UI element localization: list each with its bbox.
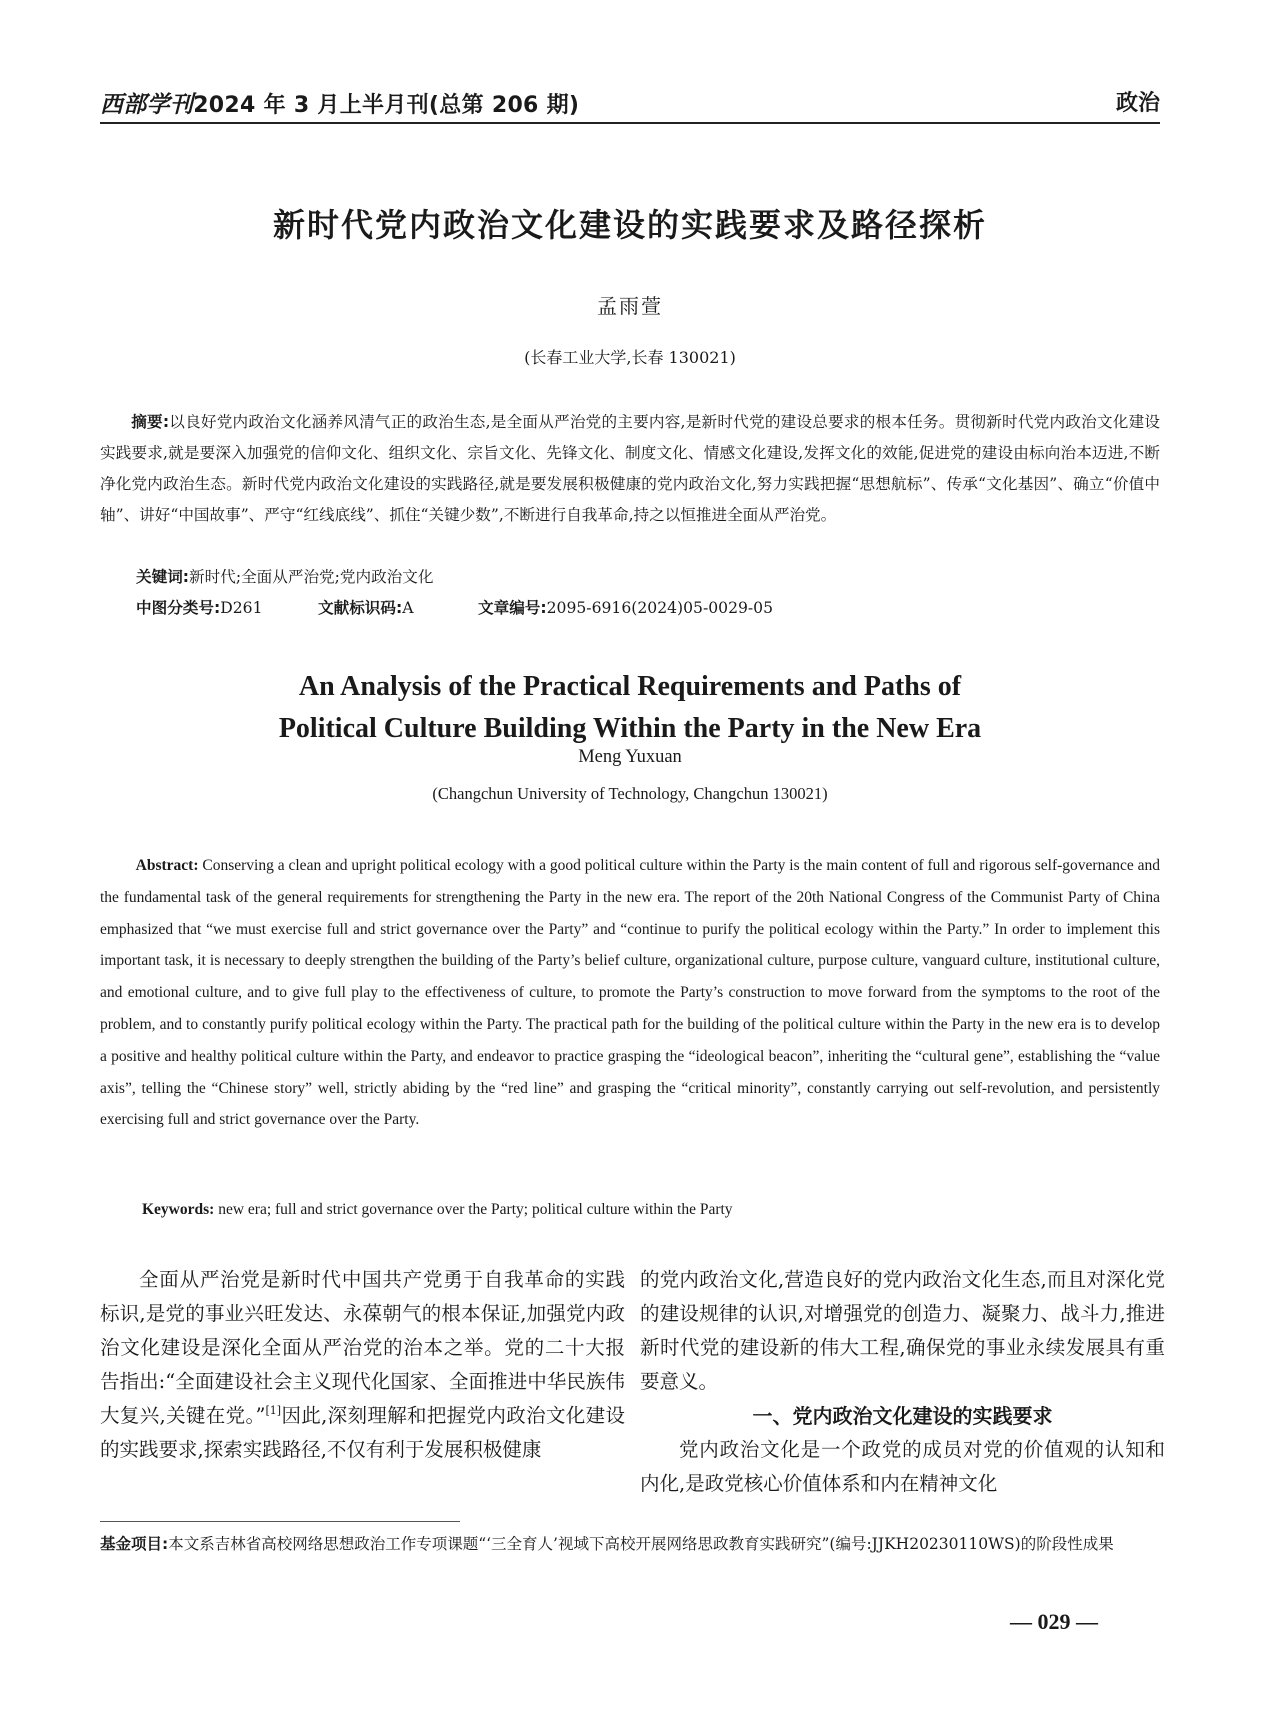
abstract-english xyxy=(100,850,1160,1136)
body-paragraph-second: 党内政治文化是一个政党的成员对党的价值观的认知和内化,是政党核心价值体系和内在精神文化 xyxy=(640,1438,1165,1495)
issue-info: 2024 年 3 月上半月刊(总第 206 期) xyxy=(193,93,580,118)
intro-text: 全面从严治党是新时代中国共产党勇于自我革命的实践标识,是党的事业兴旺发达、永葆朝气的根本保证,加强党内政治文化建设是深化全面从严治党的治本之举。党的二十大报告指出:“全面建设社会主义现代化国家、全面推进中华民族伟大复兴,关键在党。” xyxy=(100,1268,625,1427)
article-number xyxy=(478,596,773,618)
abstract-english-text: Conserving a clean and upright political ecology with a good political culture within the Party is the main content of full and rigorous self-governance and the fundamental task of the general requirements for strengthening the Party in the new era. The report of the 20th National Congress of the Communist Party of China emphasized that “we must exercise full and strict governance over the Party” and “continue to purify the political ecology within the Party.” In order to implement this important task, it is necessary to deeply strengthen the building of the Party’s belief culture, organizational culture, purpose culture, vanguard culture, institutional culture, and emotional culture, and to give full play to the effectiveness of culture, to promote the Party’s construction to move forward from the symptoms to the root of the problem, and to constantly purify political ecology within the Party. The practical path for the building of the political culture within the Party in the new era is to develop a positive and healthy political culture within the Party, and endeavor to practice grasping the “ideological beacon”, inheriting the “cultural gene”, establishing the “value axis”, telling the “Chinese story” well, strictly abiding by the “red line” and grasping the “critical minority”, constantly carrying out self-revolution, and persistently exercising full and strict governance over the Party. xyxy=(100,857,1160,1129)
section-heading: 一、党内政治文化建设的实践要求 xyxy=(752,1404,1053,1428)
citation-marker: [1] xyxy=(265,1404,282,1417)
clc-code xyxy=(136,596,318,618)
section-label: 政治 xyxy=(1115,91,1160,116)
affiliation-chinese: (长春工业大学,长春 130021) xyxy=(524,348,736,367)
clc-label: 中图分类号: xyxy=(136,599,221,617)
journal-logo: 西部学刊 xyxy=(100,91,194,118)
footnote-label: 基金项目: xyxy=(100,1535,169,1553)
keywords-english-text: new era; full and strict governance over the Party; political culture within the Party xyxy=(218,1201,733,1218)
funding-footnote xyxy=(100,1529,1160,1559)
document-code xyxy=(318,596,478,618)
keywords-english xyxy=(142,1201,733,1219)
intro-text-end: 因此,深刻理解和把握党内政治文化建设的实践要求,探索实践路径,不仅有利于发展积极健康 xyxy=(100,1404,625,1461)
footnote-text: 本文系吉林省高校网络思想政治工作专项课题“‘三全育人’视域下高校开展网络思政教育实践研究”(编号:JJKH20230110WS)的阶段性成果 xyxy=(168,1535,1114,1553)
title-english-line2: Political Culture Building Within the Party in the New Era xyxy=(278,713,982,744)
body-paragraph-intro xyxy=(100,1263,625,1467)
document-code-value: A xyxy=(402,599,414,617)
body-paragraph-continued: 的党内政治文化,营造良好的党内政治文化生态,而且对深化党的建设规律的认识,对增强党的创造力、凝聚力、战斗力,推进新时代党的建设新的伟大工程,确保党的事业永续发展具有重要意义。 xyxy=(640,1268,1165,1393)
title-english xyxy=(100,666,1160,750)
running-header xyxy=(100,86,1160,126)
abstract-chinese xyxy=(100,407,1160,531)
abstract-chinese-text: 以良好党内政治文化涵养风清气正的政治生态,是全面从严治党的主要内容,是新时代党的建设总要求的根本任务。贯彻新时代党内政治文化建设实践要求,就是要深入加强党的信仰文化、组织文化、宗旨文化、先锋文化、制度文化、情感文化建设,发挥文化的效能,促进党的建设由标向治本迈进,不断净化党内政治生态。新时代党内政治文化建设的实践路径,就是要发展积极健康的党内政治文化,努力实践把握“思想航标”、传承“文化基因”、确立“价值中轴”、讲好“中国故事”、严守“红线底线”、抓住“关键少数”,不断进行自我革命,持之以恒推进全面从严治党。 xyxy=(100,413,1160,524)
body-column-right xyxy=(640,1263,1165,1501)
abstract-english-label: Abstract: xyxy=(135,857,199,874)
title-chinese: 新时代党内政治文化建设的实践要求及路径探析 xyxy=(272,206,987,244)
keywords-chinese-text: 新时代;全面从严治党;党内政治文化 xyxy=(189,568,434,586)
clc-value: D261 xyxy=(220,599,263,617)
document-code-label: 文献标识码: xyxy=(318,599,403,617)
keywords-english-label: Keywords: xyxy=(142,1201,215,1218)
author-chinese: 孟雨萱 xyxy=(597,294,663,318)
page-number: — 029 — xyxy=(1010,1609,1098,1634)
header-rule xyxy=(100,122,1160,124)
body-column-left xyxy=(100,1263,625,1467)
article-number-label: 文章编号: xyxy=(478,599,547,617)
abstract-chinese-label: 摘要: xyxy=(131,413,170,431)
journal-issue xyxy=(100,86,579,119)
keywords-chinese xyxy=(136,565,433,587)
title-english-line1: An Analysis of the Practical Requirements and Paths of xyxy=(298,671,962,702)
footnote-rule xyxy=(100,1521,460,1522)
article-number-value: 2095-6916(2024)05-0029-05 xyxy=(546,599,774,617)
author-english: Meng Yuxuan xyxy=(578,747,682,767)
affiliation-english: (Changchun University of Technology, Changchun 130021) xyxy=(432,784,828,803)
classification-row xyxy=(136,596,773,618)
keywords-chinese-label: 关键词: xyxy=(136,568,190,586)
